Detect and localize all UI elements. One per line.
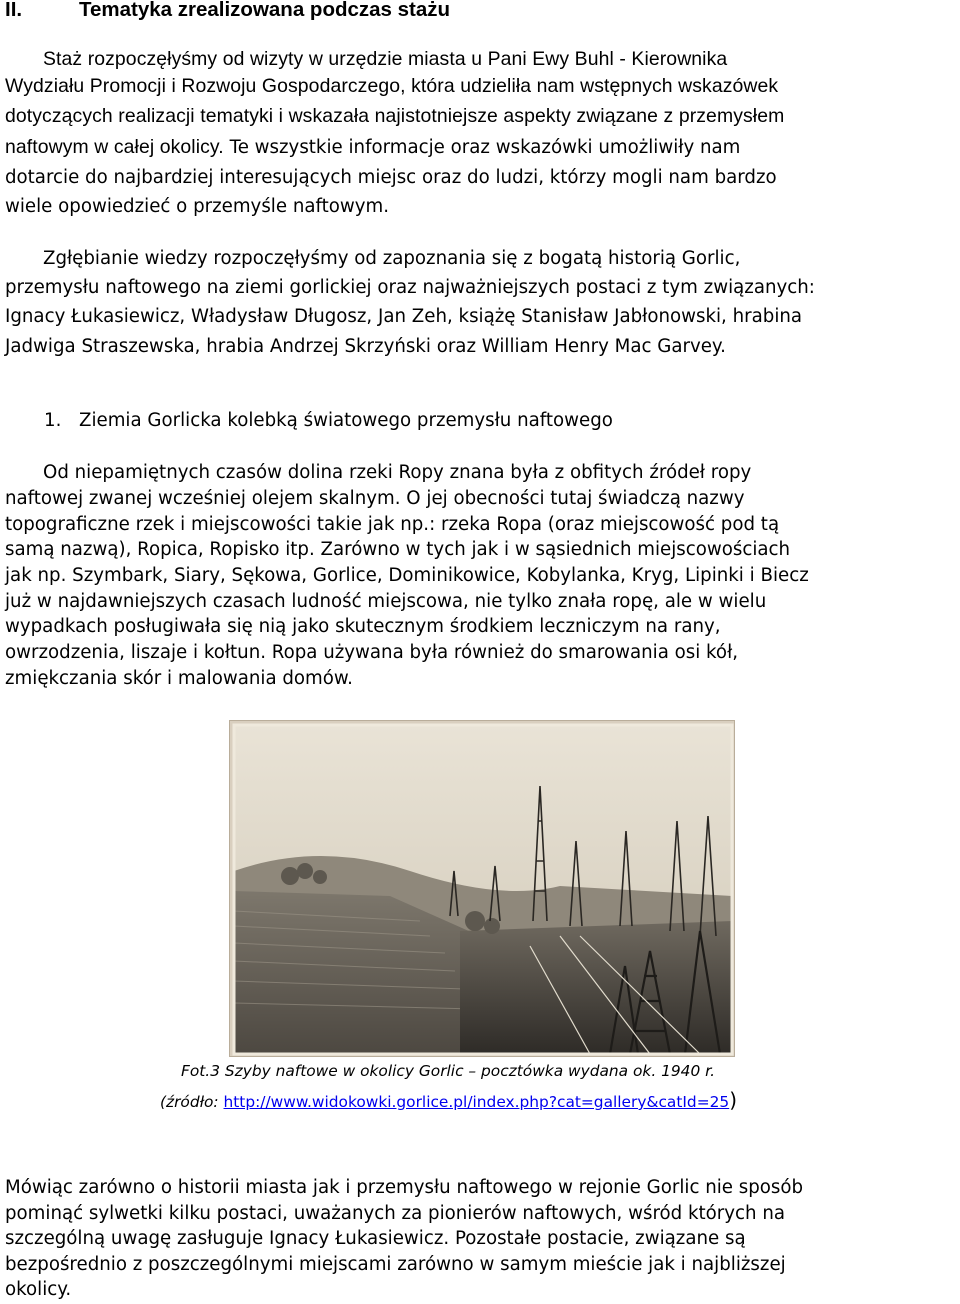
para1-line: dotyczących realizacji tematyki i wskazała najistotniejsze aspekty związane z przemysłem: [5, 105, 785, 127]
oil-wells-postcard-photo: [229, 720, 735, 1057]
chapter-title: Tematyka zrealizowana podczas stażu: [79, 0, 451, 21]
source-prefix: (źródło:: [160, 1093, 224, 1111]
para1-fragment: Te wszystkie informacje oraz wskazówki umożliwiły nam: [229, 137, 741, 158]
para4-line: Mówiąc zarówno o historii miasta jak i przemysłu naftowego w rejonie Gorlic nie sposób: [5, 1177, 804, 1198]
para3-line: owrzodzenia, liszaje i kołtun. Ropa używana była również do smarowania osi kół,: [5, 642, 739, 663]
para1-line: wiele opowiedzieć o przemyśle naftowym.: [5, 196, 389, 217]
chapter-number: II.: [5, 0, 23, 21]
para4-line: pominąć sylwetki kilku postaci, uważanych za pionierów naftowych, wśród których na: [5, 1203, 786, 1224]
para1-line: Wydziału Promocji i Rozwoju Gospodarczego, która udzieliła nam wstępnych wskazówek: [5, 75, 779, 97]
para2-line: Zgłębianie wiedzy rozpoczęłyśmy od zapoznania się z bogatą historią Gorlic,: [43, 248, 741, 269]
para3-line: już w najdawniejszych czasach ludność miejscowa, nie tylko znała ropę, ale w wielu: [5, 591, 767, 612]
para2-line: Ignacy Łukasiewicz, Władysław Długosz, Jan Zeh, książę Stanisław Jabłonowski, hrabina: [5, 306, 803, 327]
para3-line: zmiękczania skór i malowania domów.: [5, 668, 353, 689]
para3-line: jak np. Szymbark, Siary, Sękowa, Gorlice, Dominikowice, Kobylanka, Kryg, Lipinki i Biecz: [5, 565, 809, 586]
para1-line: dotarcie do najbardziej interesujących miejsc oraz do ludzi, którzy mogli nam bardzo: [5, 167, 777, 188]
para1-line: Staż rozpoczęłyśmy od wizyty w urzędzie miasta u Pani Ewy Buhl - Kierownika: [43, 48, 728, 70]
chapter-heading: [5, 0, 450, 22]
section-number: 1.: [44, 410, 62, 431]
para1-fragment: naftowym w całej okolicy.: [5, 136, 224, 158]
para1-line-mixed: [5, 134, 740, 161]
para3-line: samą nazwą), Ropica, Ropisko itp. Zarówno w tych jak i w sąsiednich miejscowościach: [5, 539, 791, 560]
section-title: Ziemia Gorlicka kolebką światowego przemysłu naftowego: [79, 410, 613, 431]
source-suffix: ): [729, 1088, 737, 1112]
para3-line: naftowej zwanej wcześniej olejem skalnym. O jej obecności tutaj świadczą nazwy: [5, 488, 745, 509]
photo-source: [160, 1088, 737, 1112]
para3-line: Od niepamiętnych czasów dolina rzeki Ropy znana była z obfitych źródeł ropy: [43, 462, 752, 483]
source-link[interactable]: http://www.widokowki.gorlice.pl/index.php?cat=gallery&catId=25: [223, 1093, 730, 1111]
postcard-illustration: [230, 721, 735, 1057]
photo-caption: Fot.3 Szyby naftowe w okolicy Gorlic – pocztówka wydana ok. 1940 r.: [181, 1062, 715, 1080]
para3-line: wypadkach posługiwała się nią jako skutecznym środkiem leczniczym na rany,: [5, 616, 721, 637]
para4-line: bezpośrednio z poszczególnymi miejscami zarówno w samym mieście jak i najbliższej: [5, 1254, 786, 1275]
para2-line: przemysłu naftowego na ziemi gorlickiej oraz najważniejszych postaci z tym związanych:: [5, 277, 815, 298]
para4-line: okolicy.: [5, 1279, 72, 1300]
para2-line: Jadwiga Straszewska, hrabia Andrzej Skrzyński oraz William Henry Mac Garvey.: [5, 336, 726, 357]
para3-line: topograficzne rzek i miejscowości takie jak np.: rzeka Ropa (oraz miejscowość pod tą: [5, 514, 780, 535]
section-heading: [44, 410, 613, 431]
para4-line: szczególną uwagę zasługuje Ignacy Łukasiewicz. Pozostałe postacie, związane są: [5, 1228, 746, 1249]
